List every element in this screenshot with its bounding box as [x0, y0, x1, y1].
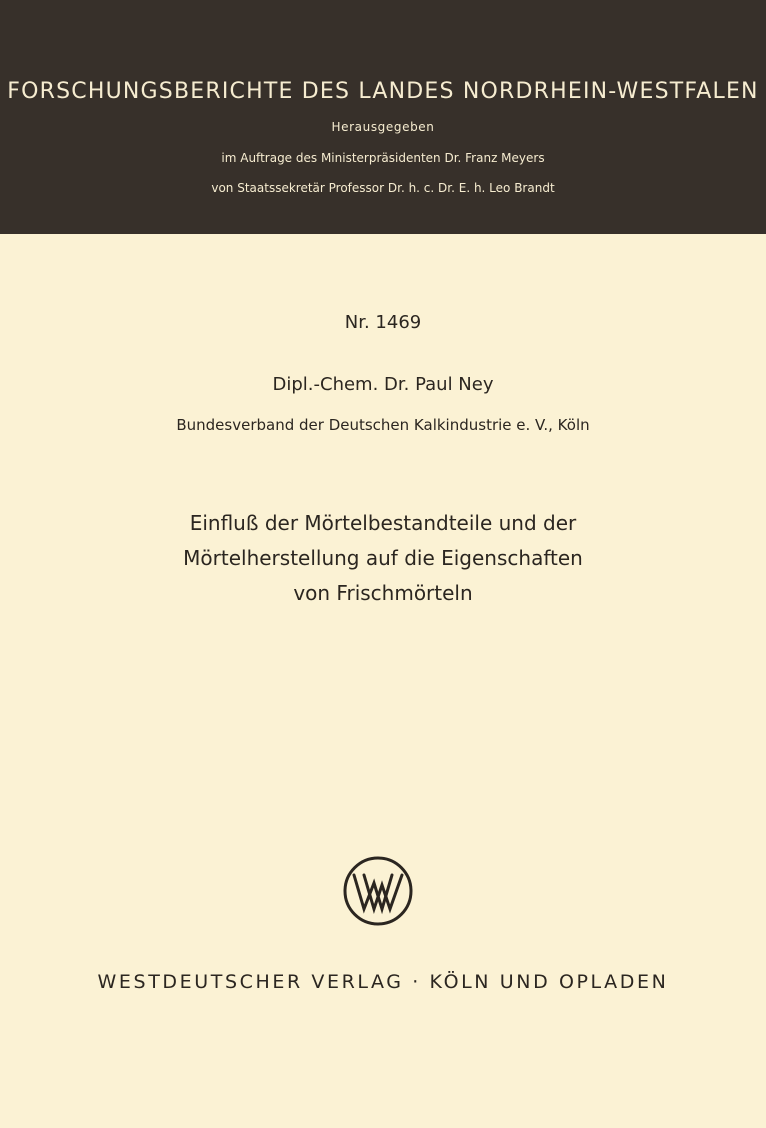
- report-number: Nr. 1469: [344, 312, 422, 333]
- editor-line-2: von Staatssekretär Professor Dr. h. c. Dr. E. h. Leo Brandt: [211, 181, 555, 195]
- publisher-logo-icon: [342, 855, 414, 927]
- book-title-line-1: Einfluß der Mörtelbestandteile und der: [189, 511, 577, 535]
- author-name: Dipl.-Chem. Dr. Paul Ney: [272, 374, 494, 395]
- publisher-imprint: WESTDEUTSCHER VERLAG · KÖLN UND OPLADEN: [97, 971, 669, 993]
- series-title: FORSCHUNGSBERICHTE DES LANDES NORDRHEIN-WESTFALEN: [7, 79, 759, 104]
- header-band: [0, 0, 766, 234]
- author-affiliation: Bundesverband der Deutschen Kalkindustrie e. V., Köln: [176, 416, 590, 434]
- editor-line-1: im Auftrage des Ministerpräsidenten Dr. Franz Meyers: [221, 151, 545, 165]
- book-title-line-2: Mörtelherstellung auf die Eigenschaften: [183, 546, 583, 570]
- book-title-line-3: von Frischmörteln: [293, 581, 473, 605]
- editor-label: Herausgegeben: [331, 120, 435, 134]
